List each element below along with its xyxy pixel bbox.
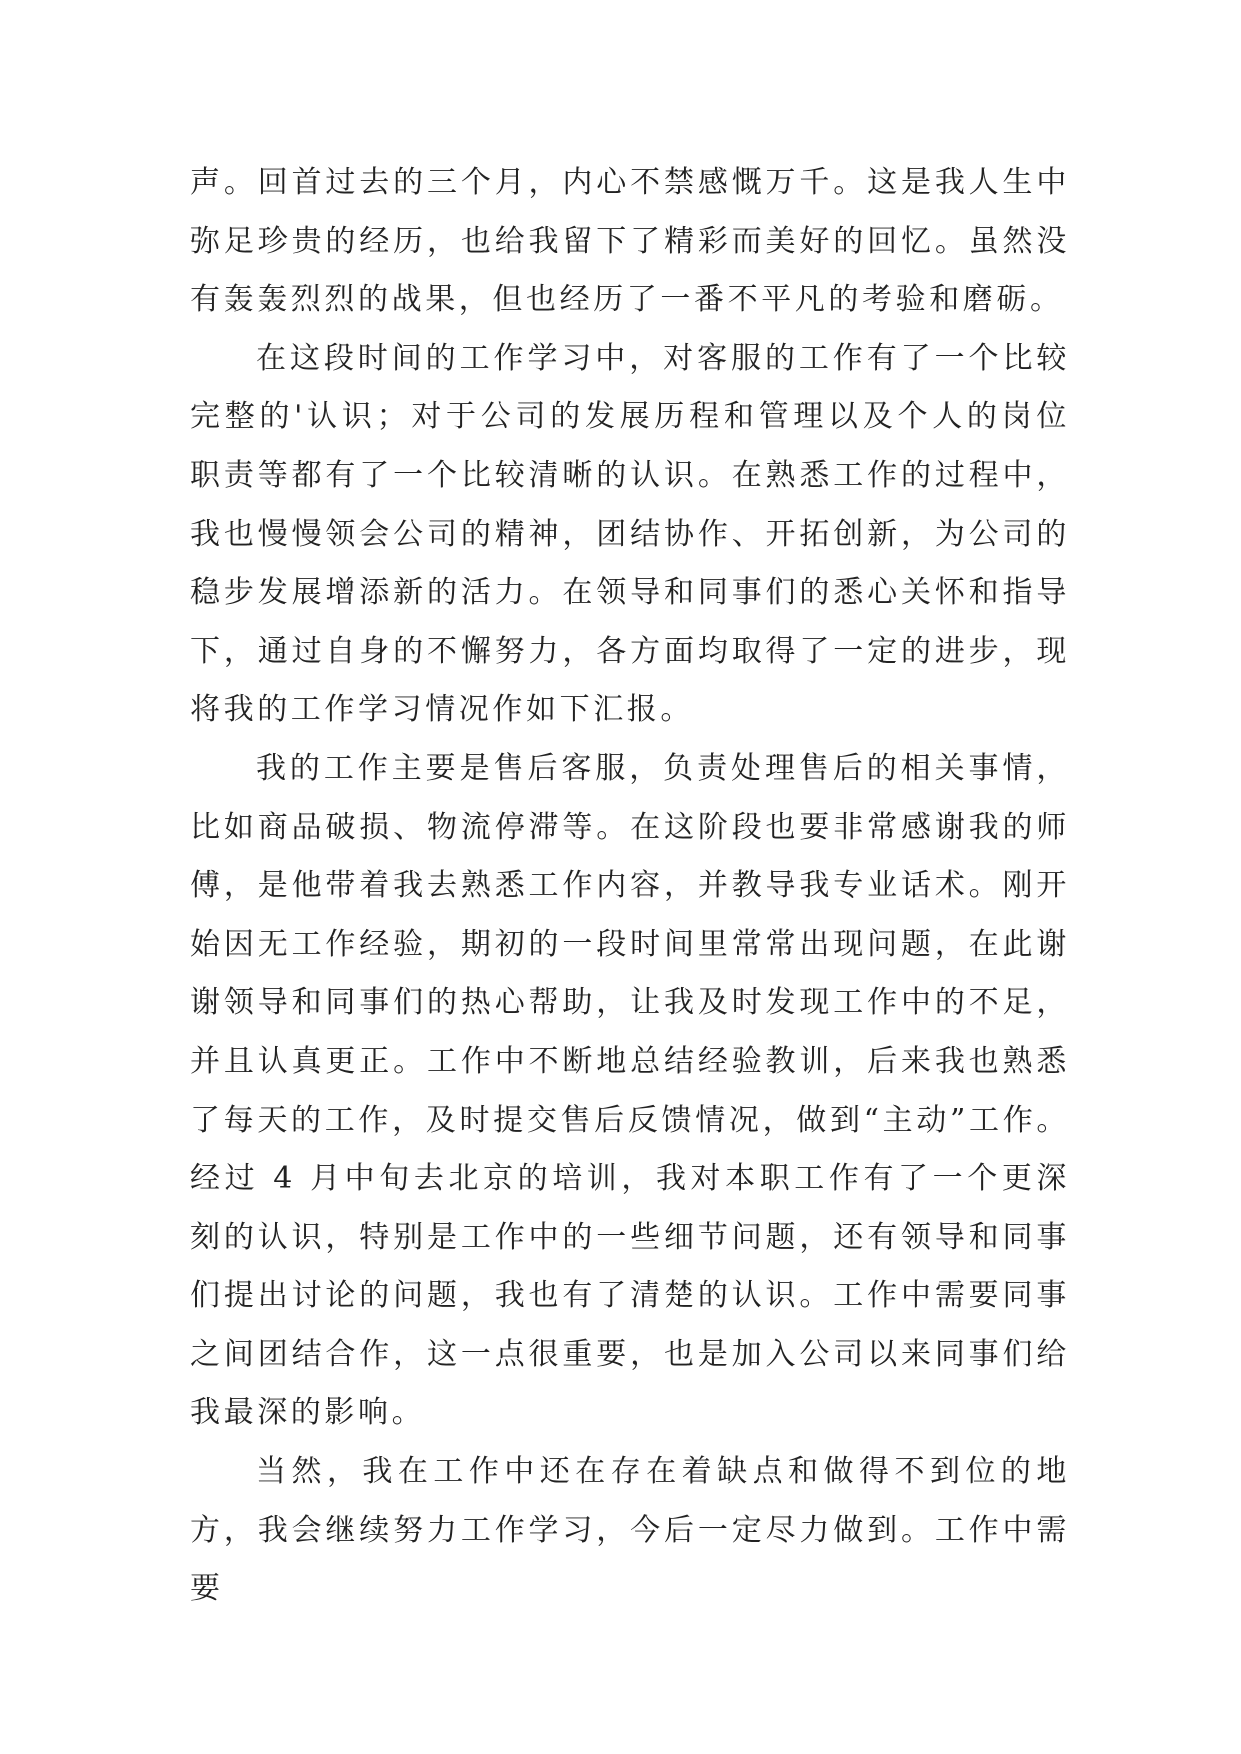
paragraph-2: 在这段时间的工作学习中，对客服的工作有了一个比较完整的'认识；对于公司的发展历程和管理以及个人的岗位职责等都有了一个比较清晰的认识。在熟悉工作的过程中，我也慢慢领会公司的精神，团结协作、开拓创新，为公司的稳步发展增添新的活力。在领导和同事们的悉心关怀和指导下，通过自身的不懈努力，各方面均取得了一定的进步，现将我的工作学习情况作如下汇报。 xyxy=(190,340,1070,728)
paragraph-4: 当然，我在工作中还在存在着缺点和做得不到位的地方，我会继续努力工作学习，今后一定尽力做到。工作中需要 xyxy=(190,1454,1070,1607)
paragraph-1: 声。回首过去的三个月，内心不禁感慨万千。这是我人生中弥足珍贵的经历，也给我留下了精彩而美好的回忆。虽然没有轰轰烈烈的战果，但也经历了一番不平凡的考验和磨砺。 xyxy=(190,165,1070,318)
document-body xyxy=(190,154,1070,1619)
paragraph-3: 我的工作主要是售后客服，负责处理售后的相关事情，比如商品破损、物流停滞等。在这阶段也要非常感谢我的师傅，是他带着我去熟悉工作内容，并教导我专业话术。刚开始因无工作经验，期初的一段时间里常常出现问题，在此谢谢领导和同事们的热心帮助，让我及时发现工作中的不足，并且认真更正。工作中不断地总结经验教训，后来我也熟悉了每天的工作，及时提交售后反馈情况，做到“主动”工作。经过 4 月中旬去北京的培训，我对本职工作有了一个更深刻的认识，特别是工作中的一些细节问题，还有领导和同事们提出讨论的问题，我也有了清楚的认识。工作中需要同事之间团结合作，这一点很重要，也是加入公司以来同事们给我最深的影响。 xyxy=(190,750,1070,1431)
